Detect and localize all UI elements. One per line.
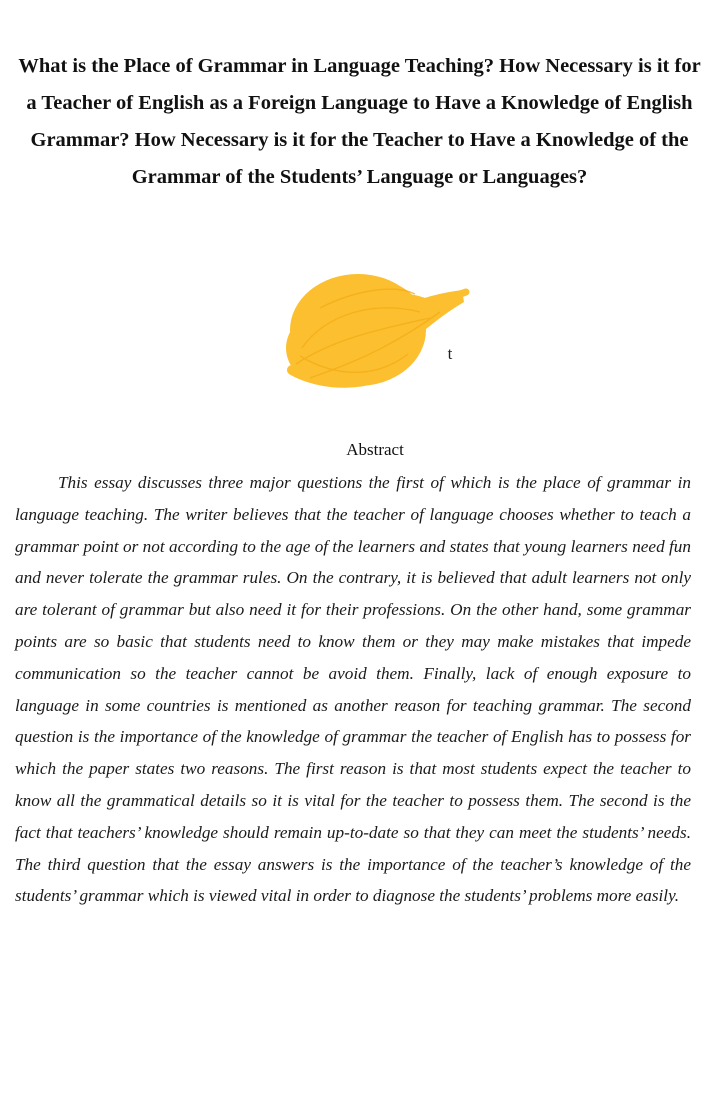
document-title: What is the Place of Grammar in Language Teaching? How Necessary is it for a Teacher of English as a Foreign Language to Have a Knowledge of English Grammar? How Necessary is it for the Teacher to Have a Knowledge of the Grammar of the Students’ Language or Languages? bbox=[18, 55, 701, 188]
author-block bbox=[280, 268, 480, 408]
abstract-body: This essay discusses three major questions the first of which is the place of grammar in language teaching. The writer believes that the teacher of language chooses whether to teach a grammar point or not according to the age of the learners and states that young learners need fun and never tolerate the grammar rules. On the contrary, it is believed that adult learners not only are tolerant of grammar but also need it for their professions. On the other hand, some grammar points are so basic that students need to know them or they may make mistakes that impede communication so the teacher cannot be avoid them. Finally, lack of enough exposure to language in some countries is mentioned as another reason for teaching grammar. The second question is the importance of the knowledge of grammar the teacher of English has to possess for which the paper states two reasons. The first reason is that most students expect the teacher to know all the grammatical details so it is vital for the teacher to possess them. The second is the fact that teachers’ knowledge should remain up-to-date so that they can meet the students’ needs. The third question that the essay answers is the importance of the teacher’s knowledge of the students’ grammar which is viewed vital in order to diagnose the students’ problems more easily. bbox=[15, 473, 691, 906]
author-name-fragment: t bbox=[447, 344, 453, 363]
redaction-scribble bbox=[280, 268, 480, 408]
abstract-heading: Abstract bbox=[346, 440, 404, 459]
